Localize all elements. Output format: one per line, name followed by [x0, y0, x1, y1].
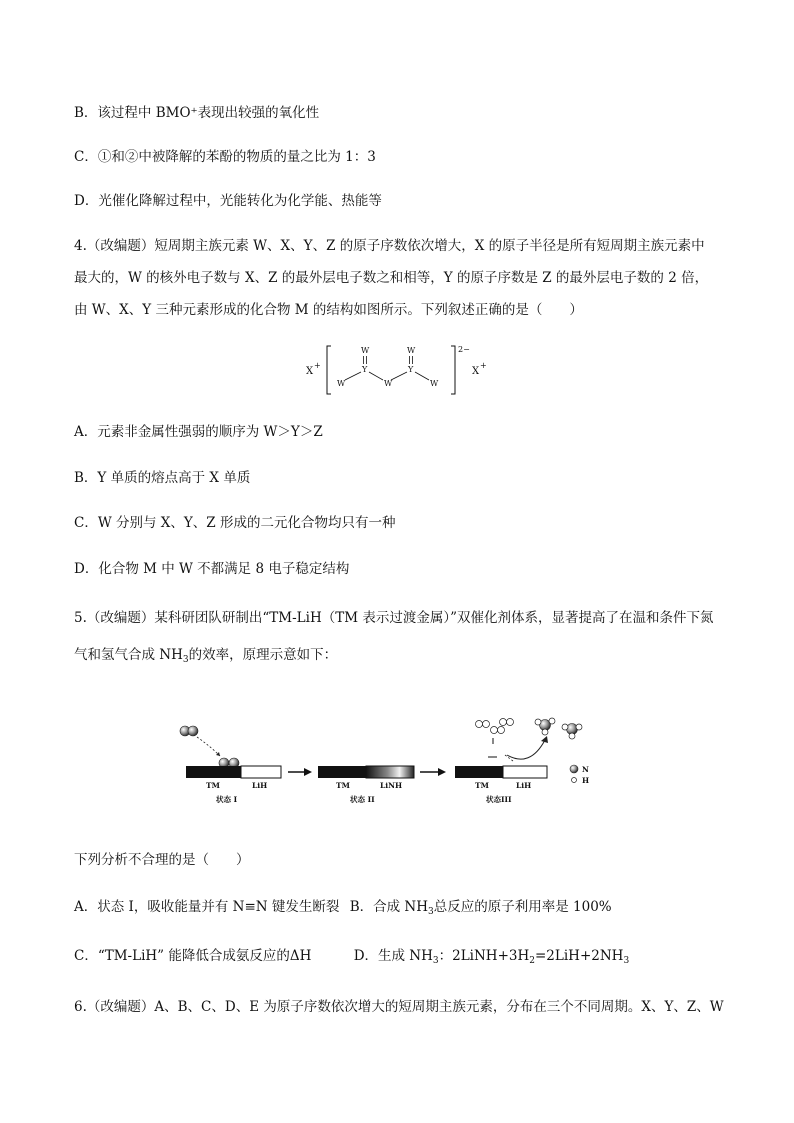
bond-w2-y2 — [391, 372, 407, 380]
atom-w-bottom-3: W — [430, 379, 439, 388]
release-arrow — [507, 740, 545, 759]
question-4-line-3: 由 W、X、Y 三种元素形成的化合物 M 的结构如图所示。下列叙述正确的是（ ） — [74, 302, 583, 318]
tm-label-3: TM — [475, 781, 489, 790]
question-5-prompt: 下列分析不合理的是（ ） — [74, 852, 250, 868]
h2-molecule-1b — [483, 721, 490, 728]
right-bracket — [451, 346, 455, 394]
h2-molecule-3a — [500, 719, 507, 726]
lih-block-1 — [241, 766, 281, 778]
option-5c: C．“TM-LiH” 能降低合成氨反应的ΔH — [74, 948, 312, 964]
option-3b: B．该过程中 BMO⁺表现出较强的氧化性 — [74, 105, 320, 121]
cation-right-charge: + — [480, 361, 487, 370]
n2-molecule-atom-2 — [188, 726, 198, 736]
option-5b: B．合成 $NH_3$总反应的原子利用率是 100% — [349, 899, 612, 917]
lih-block-3 — [503, 766, 547, 778]
atom-y-2: Y — [408, 365, 414, 374]
state-2-label: 状态 II — [350, 795, 375, 804]
legend-n-label: N — [582, 765, 589, 774]
legend-n-icon — [570, 765, 578, 773]
cation-left-charge: + — [314, 361, 321, 370]
atom-y-1: Y — [362, 365, 368, 374]
legend — [570, 765, 589, 785]
option-4a: A．元素非金属性强弱的顺序为 W＞Y＞Z — [74, 424, 323, 440]
atom-w-bottom-2: W — [384, 379, 393, 388]
h2-molecule-2b — [498, 727, 505, 734]
compound-m-structure — [0, 342, 794, 402]
tm-label-2: TM — [336, 781, 350, 790]
linh-label: LiNH — [380, 781, 403, 790]
anion-charge: 2− — [458, 345, 470, 354]
question-6-line-1: 6.（改编题）A、B、C、D、E 为原子序数依次增大的短周期主族元素，分布在三个不同周期。X、Y、Z、W — [74, 999, 724, 1015]
state-1-label: 状态 I — [216, 795, 238, 804]
atom-w-top-1: W — [361, 346, 370, 355]
state-3 — [455, 718, 582, 804]
h2-molecule-2a — [491, 727, 498, 734]
question-4-line-2: 最大的，W 的核外电子数与 X、Z 的最外层电子数之和相等，Y 的原子序数是 Z 的最外层电子数的 2 倍， — [74, 270, 709, 286]
atom-w-bottom-1: W — [337, 379, 346, 388]
state-3-label: 状态III — [486, 795, 512, 804]
bond-y1-w2 — [369, 372, 383, 380]
nh3-molecule-1 — [535, 718, 555, 735]
option-4d: D．化合物 M 中 W 不都满足 8 电子稳定结构 — [74, 561, 350, 577]
question-5-line-1: 5.（改编题）某科研团队研制出“TM-LiH（TM 表示过渡金属）”双催化剂体系，显著提高了在温和条件下氮 — [74, 610, 714, 626]
atom-w-top-2: W — [407, 346, 416, 355]
option-3c: C．①和②中被降解的苯酚的物质的量之比为 1：3 — [74, 149, 376, 165]
nh3-molecule-2 — [562, 724, 582, 740]
tm-label-1: TM — [206, 781, 220, 790]
question-4-line-1: 4.（改编题）短周期主族元素 W、X、Y、Z 的原子序数依次增大，X 的原子半径是所有短周期主族元素中 — [74, 238, 705, 254]
catalyst-diagram — [0, 710, 794, 820]
bond-w1-y1 — [345, 372, 361, 380]
option-5a: A．状态 I，吸收能量并有 N≡N 键发生断裂 — [74, 899, 340, 915]
tm-block-3 — [455, 766, 503, 778]
state-2 — [318, 766, 414, 804]
cation-right: X — [472, 366, 480, 377]
linh-block — [366, 766, 414, 778]
adsorption-arrow — [197, 737, 220, 756]
bond-y2-w3 — [415, 372, 429, 380]
option-4b: B．Y 单质的熔点高于 X 单质 — [74, 470, 251, 486]
option-4c: C．W 分别与 X、Y、Z 形成的二元化合物均只有一种 — [74, 515, 396, 531]
lih-label-3: LiH — [516, 781, 532, 790]
h2-molecule-3b — [507, 719, 514, 726]
options-5ab — [74, 898, 612, 921]
option-5d: D．生成 $NH_3$：$2LiNH+3H_2=2LiH+2NH_3$ — [353, 948, 630, 966]
legend-h-label: H — [582, 776, 590, 785]
options-5cd — [74, 947, 629, 970]
q5-line2-sub: 3 — [182, 655, 189, 665]
h2-molecule-1a — [476, 721, 483, 728]
cation-left: X — [306, 366, 314, 377]
state-1 — [180, 726, 281, 804]
lih-label-1: LiH — [252, 781, 268, 790]
question-5-line-2 — [74, 646, 337, 669]
left-bracket — [327, 346, 331, 394]
option-3d: D．光催化降解过程中，光能转化为化学能、热能等 — [74, 193, 382, 209]
tm-block-1 — [186, 766, 241, 778]
q5-line2-pre: 气和氢气合成 NH — [74, 647, 183, 663]
tm-block-2 — [318, 766, 366, 778]
q5-line2-post: 的效率，原理示意如下： — [188, 647, 338, 663]
legend-h-icon — [572, 778, 577, 783]
